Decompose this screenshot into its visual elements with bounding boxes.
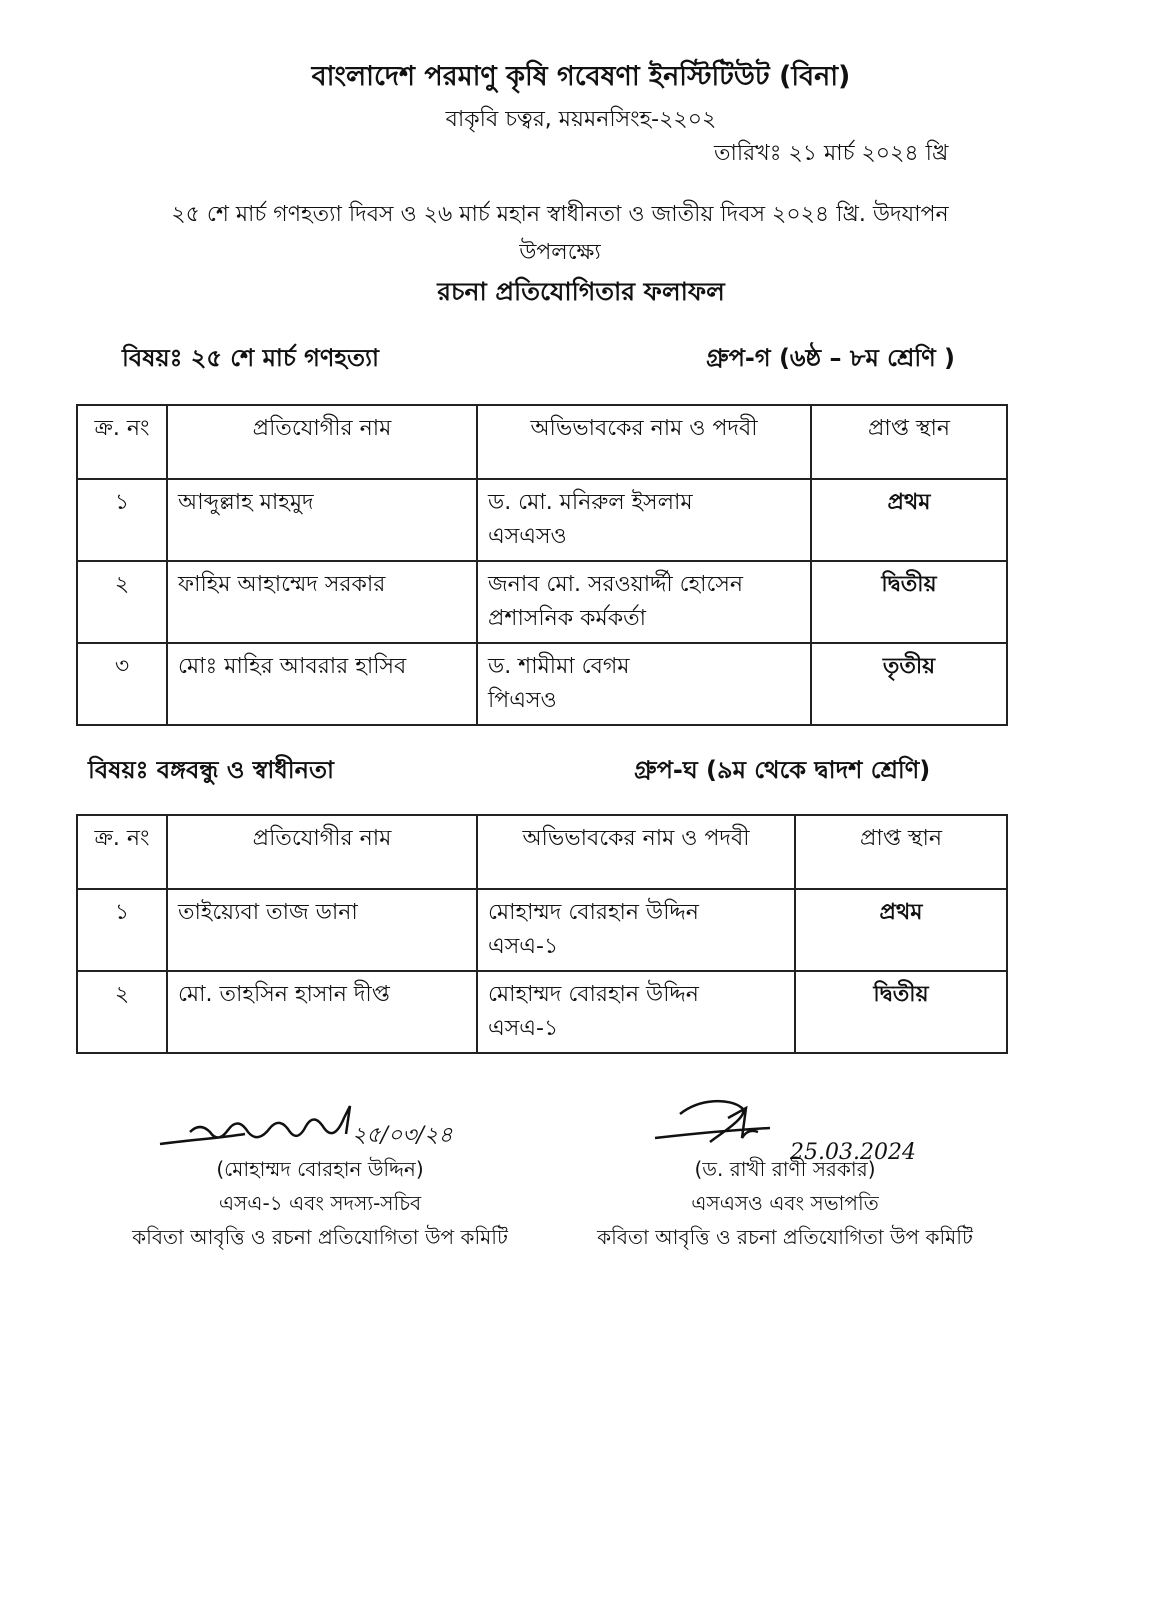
participant-cell: আব্দুল্লাহ মাহমুদ [167, 479, 477, 561]
serial-cell: ১ [77, 479, 167, 561]
place-cell: প্রথম [795, 889, 1007, 971]
participant-cell: তাইয়্যেবা তাজ ডানা [167, 889, 477, 971]
serial-cell: ১ [77, 889, 167, 971]
col-header-participant: প্রতিযোগীর নাম [167, 405, 477, 479]
table-row [77, 561, 1007, 643]
col-header-guardian: অভিভাবকের নাম ও পদবী [477, 815, 795, 889]
guardian-designation: এসএ-১ [488, 934, 559, 959]
participant-cell: মো. তাহসিন হাসান দীপ্ত [167, 971, 477, 1053]
col-header-participant: প্রতিযোগীর নাম [167, 815, 477, 889]
table-header-row [77, 405, 1007, 479]
guardian-designation: প্রশাসনিক কর্মকর্তা [488, 606, 647, 631]
col-header-serial: ক্র. নং [77, 405, 167, 479]
section1-group: গ্রুপ-গ (৬ষ্ঠ – ৮ম শ্রেণি ) [706, 344, 956, 372]
signature-right-block [560, 1152, 1010, 1254]
signatory-committee: কবিতা আবৃত্তি ও রচনা প্রতিযোগিতা উপ কমিটি [132, 1225, 508, 1249]
guardian-designation: এসএসও [488, 524, 567, 549]
serial-cell: ৩ [77, 643, 167, 725]
guardian-designation: পিএসও [488, 688, 557, 713]
document-date: তারিখঃ ২১ মার্চ ২০২৪ খ্রি [714, 141, 949, 166]
occasion-text [100, 196, 1020, 272]
guardian-name: মোহাম্মদ বোরহান উদ্দিন [488, 900, 699, 925]
table-row [77, 971, 1007, 1053]
table-row [77, 479, 1007, 561]
signatory-role: এসএ-১ এবং সদস্য-সচিব [218, 1191, 422, 1215]
place-cell: দ্বিতীয় [795, 971, 1007, 1053]
occasion-line-2: উপলক্ষ্যে [519, 240, 601, 265]
signatory-committee: কবিতা আবৃত্তি ও রচনা প্রতিযোগিতা উপ কমিটি [597, 1225, 973, 1249]
col-header-guardian: অভিভাবকের নাম ও পদবী [477, 405, 811, 479]
serial-cell: ২ [77, 971, 167, 1053]
signatory-role: এসএসও এবং সভাপতি [691, 1191, 879, 1215]
guardian-name: জনাব মো. সরওয়ার্দ্দী হোসেন [488, 572, 744, 597]
section1-subject: বিষয়ঃ ২৫ শে মার্চ গণহত্যা [122, 344, 379, 372]
place-cell: তৃতীয় [811, 643, 1007, 725]
signature-left-block [60, 1152, 580, 1254]
signatory-name: (মোহাম্মদ বোরহান উদ্দিন) [216, 1157, 424, 1181]
participant-cell: মোঃ মাহির আবরার হাসিব [167, 643, 477, 725]
guardian-designation: এসএ-১ [488, 1016, 559, 1041]
signature-right-image [650, 1094, 800, 1154]
section2-group: গ্রুপ-ঘ (৯ম থেকে দ্বাদশ শ্রেণি) [634, 756, 931, 784]
results-table-1 [76, 404, 1008, 726]
table-header-row [77, 815, 1007, 889]
guardian-cell [477, 479, 811, 561]
signature-left-date: ২৫/০৩/২৪ [352, 1123, 453, 1148]
guardian-name: মোহাম্মদ বোরহান উদ্দিন [488, 982, 699, 1007]
organization-address: বাকৃবি চত্বর, ময়মনসিংহ-২২০২ [445, 107, 717, 132]
guardian-cell [477, 643, 811, 725]
col-header-serial: ক্র. নং [77, 815, 167, 889]
table-row [77, 643, 1007, 725]
place-cell: প্রথম [811, 479, 1007, 561]
place-cell: দ্বিতীয় [811, 561, 1007, 643]
organization-title: বাংলাদেশ পরমাণু কৃষি গবেষণা ইনস্টিটিউট (বিনা) [311, 61, 851, 92]
occasion-line-1: ২৫ শে মার্চ গণহত্যা দিবস ও ২৬ মার্চ মহান স্বাধীনতা ও জাতীয় দিবস ২০২৪ খ্রি. উদযাপন [171, 202, 949, 227]
guardian-cell [477, 561, 811, 643]
results-table-2 [76, 814, 1008, 1054]
section2-subject: বিষয়ঃ বঙ্গবন্ধু ও স্বাধীনতা [88, 756, 334, 784]
signature-right-date: 25.03.2024 [790, 1140, 916, 1165]
guardian-name: ড. মো. মনিরুল ইসলাম [488, 490, 693, 515]
serial-cell: ২ [77, 561, 167, 643]
guardian-cell [477, 889, 795, 971]
col-header-place: প্রাপ্ত স্থান [795, 815, 1007, 889]
guardian-name: ড. শামীমা বেগম [488, 654, 630, 679]
participant-cell: ফাহিম আহাম্মেদ সরকার [167, 561, 477, 643]
guardian-cell [477, 971, 795, 1053]
col-header-place: প্রাপ্ত স্থান [811, 405, 1007, 479]
table-row [77, 889, 1007, 971]
result-title: রচনা প্রতিযোগিতার ফলাফল [437, 277, 725, 306]
signatory-name: (ড. রাখী রাণী সরকার) [694, 1157, 876, 1181]
